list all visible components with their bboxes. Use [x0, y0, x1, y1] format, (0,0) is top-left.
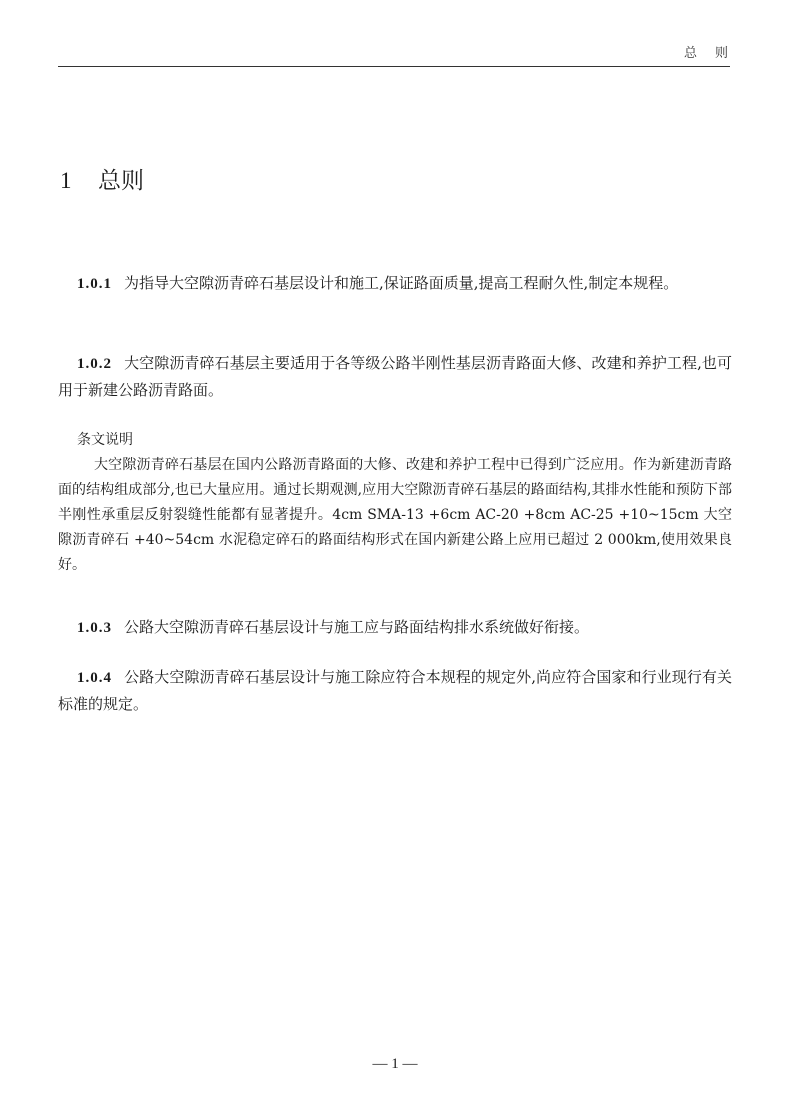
clause-number: 1.0.3 [77, 620, 112, 636]
chapter-number: 1 [60, 168, 72, 193]
clause-text: 公路大空隙沥青碎石基层设计与施工应与路面结构排水系统做好衔接。 [124, 618, 590, 636]
clause-commentary [58, 428, 732, 578]
clause-1-0-2 [58, 350, 732, 403]
clause-number: 1.0.2 [77, 356, 112, 372]
running-header [58, 40, 746, 67]
clause-number: 1.0.1 [77, 276, 112, 292]
chapter-title: 总则 [98, 168, 144, 194]
clause-number: 1.0.4 [77, 670, 112, 686]
chapter-heading [60, 166, 144, 196]
clause-1-0-1 [58, 270, 732, 297]
commentary-body: 大空隙沥青碎石基层在国内公路沥青路面的大修、改建和养护工程中已得到广泛应用。作为新建沥青路面的结构组成部分,也已大量应用。通过长期观测,应用大空隙沥青碎石基层的路面结构,其排水性能和预防下部半刚性承重层反射裂缝性能都有显著提升。4cm SMA-13 +6cm AC-20 +8cm AC-25 +10~15cm 大空隙沥青碎石 +40~54cm 水泥稳定碎石的路面结构形式在国内新建公路上应用已超过 2 000km,使用效果良好。 [58, 457, 732, 573]
running-header-title: 总则 [683, 46, 746, 61]
commentary-title: 条文说明 [77, 432, 133, 448]
clause-1-0-3 [58, 614, 732, 641]
clause-text: 公路大空隙沥青碎石基层设计与施工除应符合本规程的规定外,尚应符合国家和行业现行有关标准的规定。 [58, 668, 732, 713]
page-number: — 1 — [372, 1056, 418, 1072]
clause-text: 为指导大空隙沥青碎石基层设计和施工,保证路面质量,提高工程耐久性,制定本规程。 [124, 274, 679, 292]
clause-1-0-4 [58, 664, 732, 717]
clause-text: 大空隙沥青碎石基层主要适用于各等级公路半刚性基层沥青路面大修、改建和养护工程,也可用于新建公路沥青路面。 [58, 354, 732, 399]
